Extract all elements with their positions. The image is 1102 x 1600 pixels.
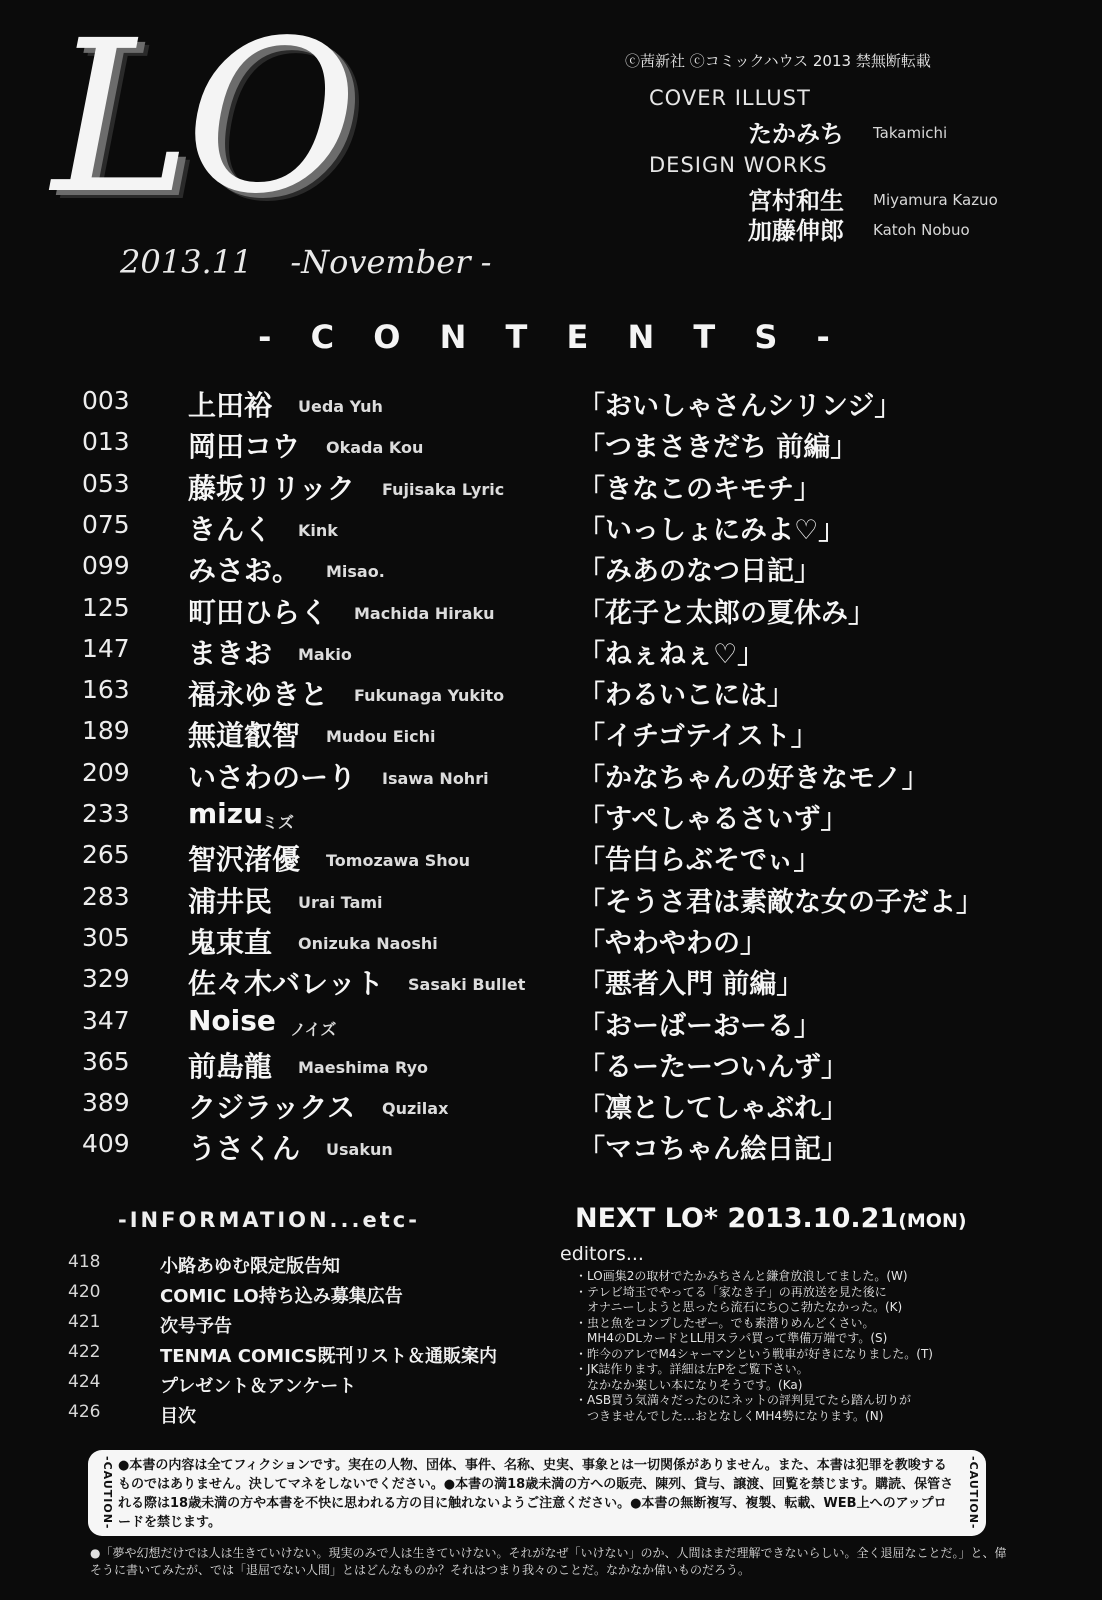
copyright-notice: ⓒ茜新社 ⓒコミックハウス 2013 禁無断転載 — [625, 52, 931, 70]
next-issue-date — [575, 1203, 967, 1234]
next-issue-day: (MON) — [898, 1210, 967, 1232]
toc-author-romaji: Urai Tami — [298, 892, 383, 912]
toc-page-number: 347 — [82, 1005, 130, 1035]
toc-author-name: 福永ゆきと — [188, 678, 329, 712]
toc-page-number: 409 — [82, 1129, 130, 1159]
information-label: 目次 — [160, 1406, 196, 1427]
toc-row — [0, 797, 1102, 837]
footer-note: ●「夢や幻想だけでは人は生きていけない。現実のみで人は生きていけない。それがなぜ「いけない」のか、人間はまだ理解できないらしい。全く退屈なことだ。」と、偉そうに書いてみたが、では「退屈でない人間」とはどんなものか？それはつまり我々のことだ。なかなか偉いものだろう。 — [90, 1546, 1007, 1577]
editor-note-line: ・虫と魚をコンプしたぜー。でも素潜りめんどくさい。 — [575, 1315, 875, 1330]
toc-row — [0, 921, 1102, 961]
toc-author-name: 鬼束直 — [188, 925, 273, 959]
toc-author-romaji: ノイズ — [290, 1019, 337, 1039]
toc-page-number: 003 — [82, 386, 130, 415]
information-page-number: 418 — [68, 1252, 101, 1272]
information-page-number: 422 — [68, 1342, 101, 1362]
toc-page-number: 265 — [82, 840, 130, 870]
designer-romaji: Katoh Nobuo — [873, 221, 970, 239]
toc-page-number: 305 — [82, 922, 130, 952]
toc-row — [0, 632, 1102, 672]
designer-name: 加藤伸郎 — [748, 217, 844, 245]
toc-story-title: 「おいしゃさんシリンジ」 — [578, 391, 902, 422]
toc-story-title: 「つまさきだち 前編」 — [578, 432, 858, 464]
toc-page-number: 053 — [82, 468, 130, 498]
toc-page-number: 283 — [82, 881, 130, 911]
toc-row — [0, 1045, 1102, 1085]
design-works-label: DESIGN WORKS — [649, 153, 828, 177]
editor-note-line: MH4のDLカードとLL用スラパ買って準備万端です。(S) — [575, 1331, 888, 1345]
toc-story-title: 「花子と太郎の夏休み」 — [578, 597, 875, 629]
toc-page-number: 329 — [82, 964, 130, 994]
toc-author-romaji: Isawa Nohri — [382, 768, 489, 788]
toc-row — [0, 756, 1102, 796]
editor-note-line: ・JK誌作ります。詳細は左Pをご覧下さい。 — [575, 1362, 809, 1376]
toc-author-name: 藤坂リリック — [188, 471, 355, 505]
toc-author-romaji: Sasaki Bullet — [408, 975, 526, 995]
toc-author-romaji: Tomozawa Shou — [326, 851, 470, 871]
editor-note-line: ・ASB買う気満々だったのにネットの評判見てたら踏ん切りが — [575, 1393, 912, 1407]
toc-row — [0, 838, 1102, 878]
information-page-number: 421 — [68, 1312, 101, 1332]
toc-story-title: 「悪者入門 前編」 — [578, 969, 804, 1001]
toc-page-number: 163 — [82, 675, 130, 705]
information-row — [0, 1312, 560, 1340]
toc-row — [0, 508, 1102, 548]
toc-author-name: みさお。 — [188, 554, 301, 588]
toc-story-title: 「やわやわの」 — [578, 927, 767, 959]
toc-row — [0, 591, 1102, 631]
toc-author-name: 智沢渚優 — [188, 843, 301, 877]
editor-note-line: ・LO画集2の取材でたかみちさんと鎌倉放浪してました。(W) — [575, 1269, 908, 1283]
information-page-number: 424 — [68, 1372, 101, 1392]
cover-artist-name: たかみち — [748, 120, 844, 148]
information-label: プレゼント＆アンケート — [160, 1376, 357, 1397]
toc-page-number: 075 — [82, 509, 130, 539]
editor-note-line: ・昨今のアレでM4シャーマンという戦車が好きになりました。(T) — [575, 1346, 933, 1361]
information-page-number: 426 — [68, 1402, 101, 1422]
toc-author-romaji: Maeshima Ryo — [298, 1057, 429, 1077]
toc-story-title: 「きなこのキモチ」 — [578, 473, 821, 505]
toc-page-number: 389 — [82, 1088, 130, 1118]
information-row — [0, 1342, 560, 1370]
toc-author-romaji: Misao. — [326, 562, 385, 582]
toc-story-title: 「告白らぶそでぃ」 — [578, 845, 821, 877]
toc-story-title: 「いっしょにみよ♡」 — [578, 514, 846, 546]
editors-heading: editors... — [560, 1243, 644, 1265]
toc-author-name: 無道叡智 — [188, 719, 301, 753]
caution-box — [88, 1450, 986, 1536]
toc-story-title: 「凛としてしゃぶれ」 — [578, 1093, 848, 1125]
designer-romaji: Miyamura Kazuo — [873, 191, 998, 209]
toc-story-title: 「わるいこには」 — [578, 680, 794, 712]
toc-author-name: 岡田コウ — [188, 430, 301, 464]
toc-author-name: クジラックス — [188, 1091, 356, 1125]
toc-author-name: 佐々木バレット — [188, 967, 384, 1001]
toc-row — [0, 1127, 1102, 1167]
toc-row — [0, 673, 1102, 713]
next-issue-label: NEXT LO* 2013.10.21 — [575, 1203, 899, 1234]
toc-author-romaji: ミズ — [262, 813, 295, 832]
toc-page-number: 233 — [82, 799, 130, 828]
editor-note-line: つきませんでした…おとなしくMH4勢になります。(N) — [575, 1408, 884, 1423]
toc-page-number: 209 — [82, 757, 130, 787]
information-row — [0, 1252, 560, 1280]
toc-author-romaji: Usakun — [326, 1140, 393, 1160]
toc-story-title: 「そうさ君は素敵な女の子だよ」 — [578, 886, 983, 918]
toc-row — [0, 384, 1102, 424]
toc-author-romaji: Okada Kou — [326, 438, 424, 458]
toc-story-title: 「みあのなつ日記」 — [578, 556, 821, 588]
information-heading: -INFORMATION...etc- — [118, 1208, 420, 1232]
toc-author-name: mizu — [188, 797, 264, 830]
toc-row — [0, 467, 1102, 507]
caution-side-label: -CAUTION- — [967, 1456, 980, 1530]
toc-page-number: 099 — [82, 551, 130, 581]
caution-text: ●本書の内容は全てフィクションです。実在の人物、団体、事件、名称、史実、事象とは一切関係がありません。また、本書は犯罪を教唆するものではありません。決してマネをしないでください。●本書の満18歳未満の方への販売、陳列、貸与、譲渡、回覧を禁じます。購読、保管される際は18歳未満の方や本書を不快に思われる方の目に触れないようご注意ください。●本書の無断複写、複製、転載、WEB上へのアップロードを禁じます。 — [118, 1458, 954, 1530]
toc-page-number: 125 — [82, 592, 130, 622]
toc-author-romaji: Kink — [298, 520, 338, 540]
toc-story-title: 「るーたーついんず」 — [578, 1051, 848, 1083]
toc-page-number: 189 — [82, 716, 130, 746]
toc-author-romaji: Ueda Yuh — [298, 397, 383, 416]
toc-author-name: Noise — [188, 1003, 276, 1037]
toc-author-romaji: Mudou Eichi — [326, 727, 436, 747]
toc-author-name: いさわのーり — [188, 760, 357, 794]
toc-author-name: 前島龍 — [188, 1049, 273, 1083]
caution-side-label: -CAUTION- — [101, 1456, 114, 1530]
editor-note-line: なかなか楽しい本になりそうです。(Ka) — [575, 1377, 803, 1392]
information-page-number: 420 — [68, 1282, 101, 1302]
toc-author-name: きんく — [188, 512, 273, 546]
contents-heading: - C O N T E N T S - — [258, 318, 844, 356]
toc-author-name: まきお — [188, 636, 273, 670]
issue-month: -November - — [290, 243, 492, 281]
toc-story-title: 「かなちゃんの好きなモノ」 — [578, 762, 929, 794]
toc-story-title: 「マコちゃん絵日記」 — [578, 1134, 848, 1166]
toc-author-romaji: Machida Hiraku — [354, 603, 495, 623]
designer-name: 宮村和生 — [748, 187, 844, 215]
toc-story-title: 「おーばーおーる」 — [578, 1010, 821, 1042]
cover-artist-romaji: Takamichi — [873, 124, 948, 142]
issue-date — [120, 243, 491, 281]
toc-story-title: 「すぺしゃるさいず」 — [578, 804, 848, 835]
toc-row — [0, 1086, 1102, 1126]
toc-page-number: 013 — [82, 427, 130, 457]
toc-row — [0, 962, 1102, 1002]
information-label: 次号予告 — [160, 1316, 232, 1337]
issue-date-number: 2013.11 — [120, 243, 253, 281]
toc-row — [0, 714, 1102, 754]
toc-author-romaji: Fujisaka Lyric — [382, 479, 505, 499]
cover-illust-label: COVER ILLUST — [649, 86, 811, 110]
toc-story-title: 「イチゴテイスト」 — [578, 721, 818, 753]
toc-row — [0, 1004, 1102, 1044]
toc-author-name: 上田裕 — [188, 389, 273, 422]
editor-note-line: オナニーしようと思ったら流石にち○こ勃たなかった。(K) — [575, 1300, 903, 1314]
toc-author-romaji: Quzilax — [382, 1099, 449, 1119]
information-label: COMIC LO持ち込み募集広告 — [160, 1286, 403, 1307]
toc-author-name: 浦井民 — [188, 884, 273, 918]
toc-row — [0, 549, 1102, 589]
toc-author-name: うさくん — [188, 1132, 301, 1166]
information-row — [0, 1282, 560, 1310]
toc-author-romaji: Fukunaga Yukito — [354, 686, 505, 706]
toc-row — [0, 880, 1102, 920]
information-label: 小路あゆむ限定版告知 — [160, 1256, 340, 1277]
toc-story-title: 「ねぇねぇ♡」 — [578, 638, 765, 670]
toc-author-name: 町田ひらく — [188, 595, 329, 629]
toc-row — [0, 425, 1102, 465]
information-row — [0, 1372, 560, 1400]
toc-author-romaji: Makio — [298, 644, 352, 664]
information-label: TENMA COMICS既刊リスト＆通販案内 — [160, 1346, 498, 1367]
editor-note-line: ・テレビ埼玉でやってる「家なき子」の再放送を見た後に — [575, 1284, 887, 1299]
information-row — [0, 1402, 560, 1430]
toc-page-number: 365 — [82, 1046, 130, 1076]
toc-page-number: 147 — [82, 633, 130, 663]
toc-author-romaji: Onizuka Naoshi — [298, 933, 438, 953]
magazine-logo: LO — [52, 0, 352, 240]
